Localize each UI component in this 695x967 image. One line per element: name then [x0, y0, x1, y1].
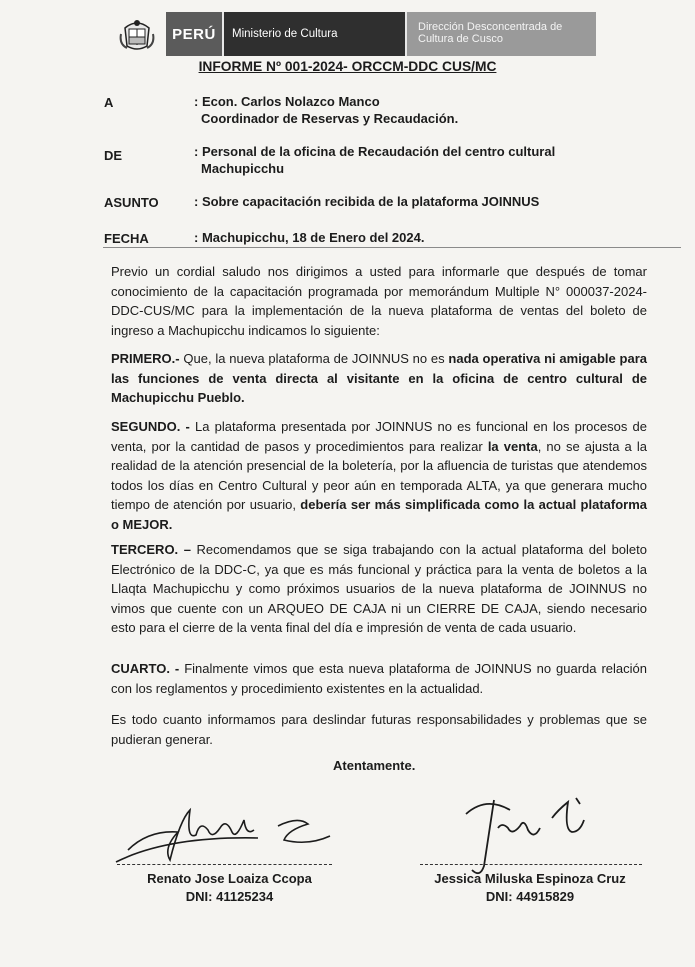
paragraph-cuarto — [111, 659, 647, 698]
ministry-banner — [108, 12, 596, 56]
intro-paragraph: Previo un cordial saludo nos dirigimos a usted para informarle que después de tomar conocimiento de la capacitación programada por memorándum Multiple N° 000037-2024- DDC-CUS/MC para la implementación de la nueva plataforma de ventas del boleto de ingreso a Machupicchu indicamos lo siguiente: — [111, 264, 647, 338]
paragraph-primero — [111, 349, 647, 408]
from-line2: Machupicchu — [201, 161, 285, 176]
date-label: FECHA — [104, 231, 149, 246]
segundo-bold-2: debería ser más simplificada como la actual plataforma o MEJOR. — [111, 497, 647, 532]
tercero-label: TERCERO. – — [111, 542, 191, 557]
date-value: : Machupicchu, 18 de Enero del 2024. — [194, 230, 425, 245]
signer-left-name: Renato Jose Loaiza Ccopa — [147, 871, 312, 886]
segundo-text-1: La plataforma presentada por JOINNUS no es funcional en los procesos de venta, por la cantidad de pasos y procedimientos para realizar — [111, 419, 647, 454]
segundo-bold-1: la venta — [487, 438, 538, 454]
directorate-name: Dirección Desconcentrada de Cultura de Cusco — [405, 12, 596, 56]
to-role: Coordinador de Reservas y Recaudación. — [201, 111, 459, 126]
peru-logo: PERÚ — [166, 12, 222, 56]
cuarto-label: CUARTO. - — [111, 661, 180, 676]
from-line1: : Personal de la oficina de Recaudación del centro cultural — [194, 144, 556, 159]
cuarto-text: Finalmente vimos que esta nueva plataforma de JOINNUS no guarda relación con los reglamentos y procedimiento existentes en la actualidad. — [111, 661, 647, 696]
signature-line-left — [117, 864, 332, 865]
primero-bold: nada operativa ni amigable para las funciones de venta directa al visitante en la oficina de centro cultural de Machupicchu Pueblo. — [111, 351, 647, 405]
subject-value: : Sobre capacitación recibida de la plataforma JOINNUS — [194, 194, 540, 209]
primero-label: PRIMERO.- — [111, 351, 180, 366]
from-label: DE — [104, 148, 123, 163]
closing-paragraph: Es todo cuanto informamos para deslindar futuras responsabilidades y problemas que se pudieran generar. — [111, 712, 647, 747]
signer-right — [412, 871, 648, 904]
tercero-text: Recomendamos que se siga trabajando con la actual plataforma del boleto Electrónico de la DDC-C, ya que es más funcional y práctica para la venta de boletos a la Llaqta Machupicchu y como próximos usuarios de la nueva plataforma de JOINNUS no vimos que cuente con un ARQUEO DE CAJA ni un CIERRE DE CAJA, siendo necesario esto para el cierre de la venta final del día e impresión de venta de cada usuario. — [111, 542, 647, 635]
coat-of-arms-icon — [108, 12, 166, 56]
to-label: A — [104, 95, 114, 110]
primero-text: Que, la nueva plataforma de JOINNUS no es — [179, 351, 449, 366]
signer-right-name: Jessica Miluska Espinoza Cruz — [434, 871, 626, 886]
signer-left-dni: DNI: 41125234 — [185, 889, 274, 904]
signer-left — [117, 871, 342, 904]
segundo-text-2: , no se ajusta a la realidad de la atención presencial de la boletería, por la afluencia de turistas que atendemos todos los días en Centro Cultural y peor aún en temporada ALTA, ya que generara mucho tiempo de atención por usuario, — [111, 438, 647, 512]
subject-label: ASUNTO — [104, 195, 159, 210]
signature-line-right — [420, 864, 642, 865]
signature-left-icon — [108, 790, 348, 880]
to-name: : Econ. Carlos Nolazco Manco — [194, 94, 380, 109]
report-title: INFORME Nº 001-2024- ORCCM-DDC CUS/MC — [198, 59, 497, 74]
closing-salutation: Atentamente. — [333, 758, 416, 773]
paragraph-tercero — [111, 540, 647, 638]
paragraph-segundo — [111, 417, 647, 534]
ministry-name: Ministerio de Cultura — [222, 12, 405, 56]
signer-right-dni: DNI: 44915829 — [485, 889, 575, 904]
divider — [103, 247, 681, 248]
segundo-label: SEGUNDO. - — [111, 419, 190, 434]
